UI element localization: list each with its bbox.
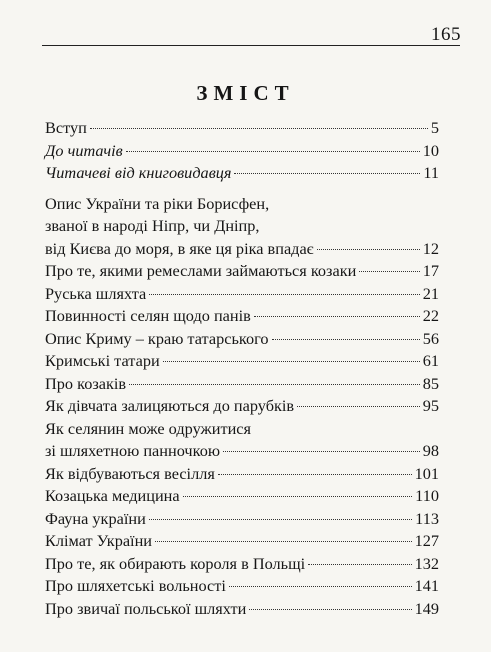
toc-entry-line: [45, 162, 439, 185]
toc-entry: [45, 328, 439, 351]
toc-entry: [45, 463, 439, 486]
toc-entry: [45, 530, 439, 553]
toc-entry: [45, 553, 439, 576]
toc-entry-line: [45, 238, 439, 261]
header-rule: [42, 45, 460, 46]
toc-entry-title: Як дівчата залицяються до парубків: [45, 396, 295, 415]
dot-leader: [359, 271, 419, 272]
toc-entry: [45, 598, 439, 621]
dot-leader: [223, 451, 420, 452]
toc-entry-page: 5: [430, 118, 439, 137]
dot-leader: [163, 361, 420, 362]
dot-leader: [249, 609, 411, 610]
dot-leader: [272, 339, 420, 340]
toc-entry-title: Про те, як обирають короля в Польщі: [45, 553, 306, 573]
toc-entry-title: зі шляхетною панночкою: [45, 441, 220, 460]
toc-entry-title: Як відбуваються весілля: [45, 463, 215, 483]
toc-entry-title: Опис України та ріки Борисфен,: [45, 193, 270, 213]
dot-leader: [155, 541, 412, 542]
toc-list: [45, 117, 439, 620]
toc-entry-title: Про звичаї польської шляхти: [45, 598, 247, 618]
toc-entry-title: Опис Криму – краю татарського: [45, 328, 269, 348]
toc-entry: [45, 305, 439, 328]
toc-entry-page: 141: [414, 576, 439, 595]
dot-leader: [229, 586, 412, 587]
dot-leader: [218, 474, 412, 475]
toc-entry-page: 11: [423, 163, 439, 182]
dot-leader: [308, 564, 411, 565]
toc-entry: [45, 485, 439, 508]
toc-entry-title: Повинності селян щодо панів: [45, 306, 251, 325]
toc-entry-title: Козацька медицина: [45, 486, 180, 505]
toc-entry-title: Про шляхетські вольності: [45, 576, 226, 595]
dot-leader: [297, 406, 420, 407]
dot-leader: [149, 294, 419, 295]
toc-entry-page: 56: [422, 328, 439, 348]
toc-entry-line: [45, 485, 439, 508]
toc-entry-line: [45, 193, 439, 216]
toc-entry-page: 101: [414, 463, 439, 483]
toc-entry-title: Фауна україни: [45, 508, 146, 528]
toc-entry-line: [45, 305, 439, 328]
toc-entry-page: 110: [415, 486, 439, 505]
dot-leader: [317, 249, 420, 250]
toc-entry-page: 10: [422, 140, 439, 160]
toc-entry-line: [45, 283, 439, 306]
toc-entry-line: [45, 575, 439, 598]
toc-entry-line: [45, 350, 439, 373]
dot-leader: [126, 151, 420, 152]
toc-entry-page: 132: [414, 553, 439, 573]
toc-entry: [45, 162, 439, 185]
dot-leader: [254, 316, 420, 317]
dot-leader: [149, 519, 412, 520]
toc-entry: [45, 193, 439, 261]
toc-title: ЗМІСТ: [196, 81, 295, 105]
toc-entry-title: Кримські татари: [45, 351, 160, 370]
toc-entry-title: До читачів: [45, 140, 123, 160]
toc-entry-line: [45, 140, 439, 163]
toc-entry-line: [45, 530, 439, 553]
toc-entry-page: 113: [415, 508, 439, 528]
toc-entry-line: [45, 418, 439, 441]
toc-entry-page: 12: [422, 238, 439, 258]
toc-entry-title: Руська шляхта: [45, 283, 147, 303]
toc-entry-line: [45, 260, 439, 283]
dot-leader: [234, 173, 420, 174]
toc-entry: [45, 373, 439, 396]
toc-entry: [45, 575, 439, 598]
toc-entry-page: 85: [422, 373, 439, 393]
toc-entry-title: від Києва до моря, в яке ця ріка впадає: [45, 238, 314, 258]
toc-entry-title: Як селянин може одружитися: [45, 418, 251, 438]
toc-entry: [45, 260, 439, 283]
toc-entry: [45, 395, 439, 418]
toc-entry: [45, 283, 439, 306]
toc-entry-title: Вступ: [45, 118, 87, 137]
toc-entry-page: 21: [422, 283, 439, 303]
toc-entry-line: [45, 328, 439, 351]
toc-entry-line: [45, 117, 439, 140]
toc-entry-title: Читачеві від книговидавця: [45, 163, 232, 182]
page-number: 165: [431, 24, 461, 45]
toc-entry-title: Про козаків: [45, 373, 127, 393]
toc-entry-line: [45, 508, 439, 531]
dot-leader: [183, 496, 413, 497]
toc-entry-page: 95: [422, 396, 439, 415]
toc-entry: [45, 117, 439, 140]
toc-entry-page: 22: [422, 306, 439, 325]
toc-entry-page: 98: [422, 441, 439, 460]
toc-entry-title: званої в народі Ніпр, чи Дніпр,: [45, 216, 260, 235]
toc-entry-title: Про те, якими ремеслами займаються козаки: [45, 261, 357, 280]
toc-entry-page: 61: [422, 351, 439, 370]
dot-leader: [90, 128, 428, 129]
toc-entry-page: 127: [414, 531, 439, 550]
toc-entry-line: [45, 463, 439, 486]
toc-entry: [45, 418, 439, 463]
toc-entry-page: 17: [422, 261, 439, 280]
toc-entry-line: [45, 395, 439, 418]
toc-entry-line: [45, 373, 439, 396]
dot-leader: [129, 384, 420, 385]
toc-entry: [45, 350, 439, 373]
toc-entry-line: [45, 440, 439, 463]
toc-entry-title: Клімат України: [45, 531, 153, 550]
toc-entry: [45, 140, 439, 163]
toc-entry-line: [45, 553, 439, 576]
toc-entry-page: 149: [414, 598, 439, 618]
toc-entry-line: [45, 598, 439, 621]
toc-entry-line: [45, 215, 439, 238]
toc-entry: [45, 508, 439, 531]
